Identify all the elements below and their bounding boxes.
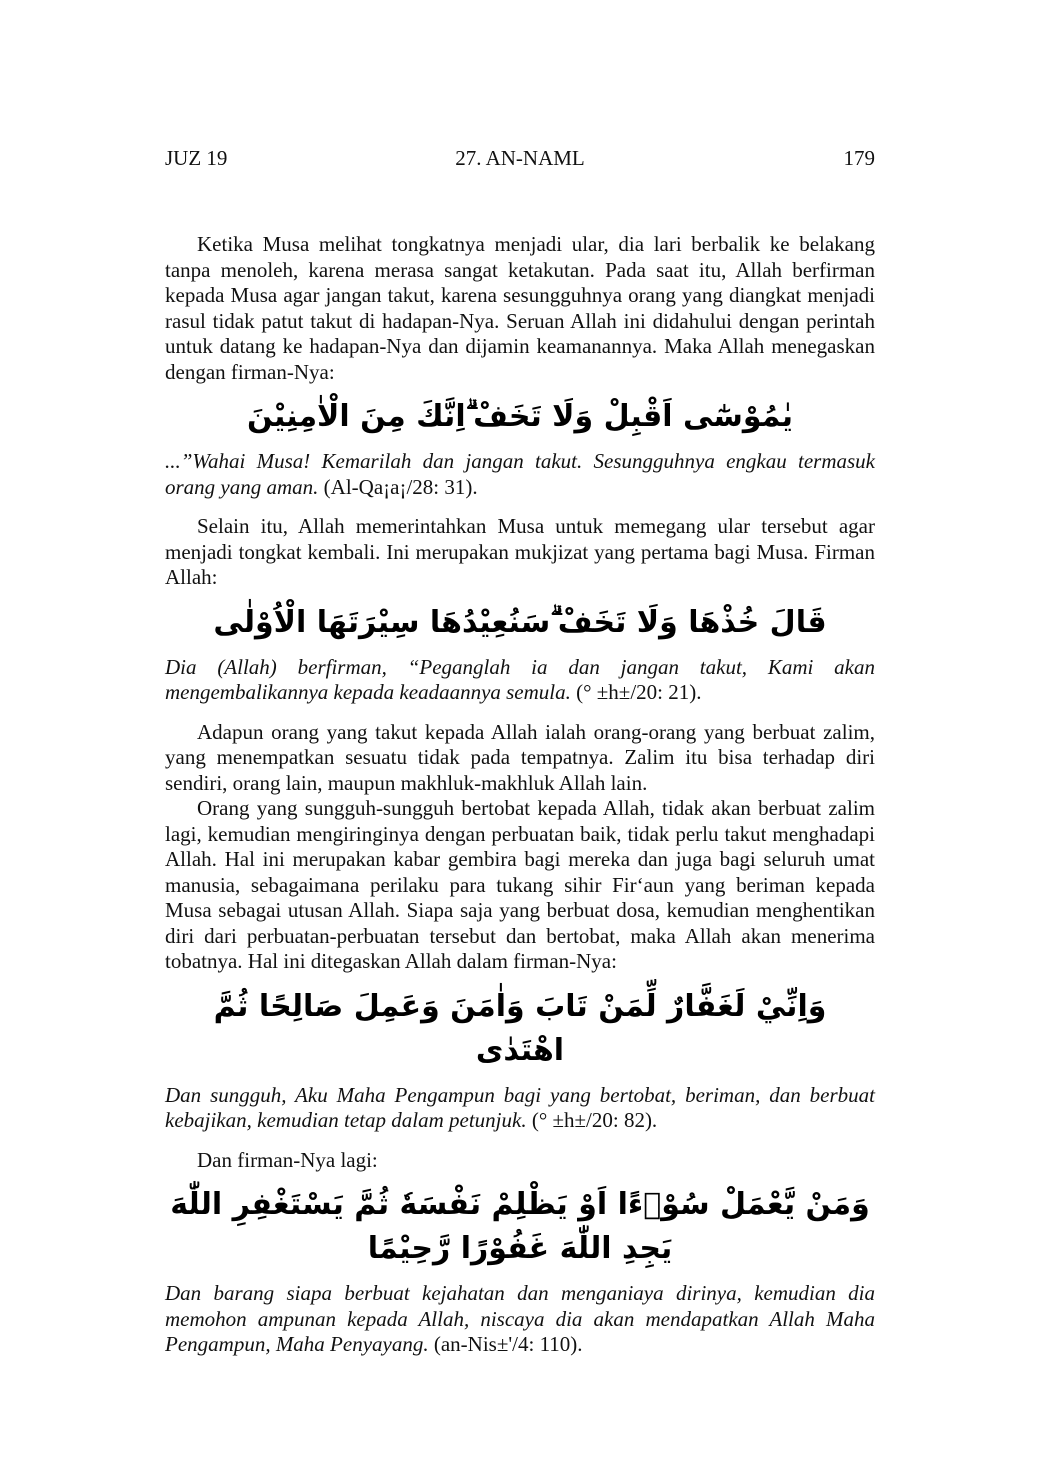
verse-translation	[165, 1281, 875, 1358]
juz-label: JUZ 19	[165, 146, 228, 170]
verse-reference: (° ±h±/20: 82).	[531, 1108, 658, 1132]
translation-text: Dia (Allah) berfirman, “Peganglah ia dan jangan takut, Kami akan mengembalikannya kepada keadaannya semula.	[165, 654, 875, 704]
verse-translation	[165, 449, 875, 500]
arabic-verse: يٰمُوْسٰٓى اَقْبِلْ وَلَا تَخَفْ ۗاِنَّكَ مِنَ الْاٰمِنِيْنَ	[246, 399, 794, 434]
verse-translation	[165, 655, 875, 706]
verse-reference: (an-Nis±'/4: 110).	[433, 1332, 583, 1356]
verse-translation	[165, 1083, 875, 1134]
paragraph: Selain itu, Allah memerintahkan Musa untuk memegang ular tersebut agar menjadi tongkat kembali. Ini merupakan mukjizat yang pertama bagi Musa. Firman Allah:	[165, 514, 875, 589]
arabic-verse: وَمَنْ يَّعْمَلْ سُوْۤءًا اَوْ يَظْلِمْ نَفْسَهٗ ثُمَّ يَسْتَغْفِرِ اللّٰهَ يَجِدِ اللّٰهَ غَفُوْرًا رَّحِيْمًا	[170, 1187, 870, 1266]
paragraph: Dan firman-Nya lagi:	[197, 1147, 378, 1172]
arabic-verse: وَاِنِّيْ لَغَفَّارٌ لِّمَنْ تَابَ وَاٰمَنَ وَعَمِلَ صَالِحًا ثُمَّ اهْتَدٰى	[213, 988, 827, 1068]
surah-title: 27. AN-NAML	[455, 146, 585, 170]
verse-reference: (° ±h±/20: 21).	[576, 680, 702, 704]
paragraph: Orang yang sungguh-sungguh bertobat kepada Allah, tidak akan berbuat zalim lagi, kemudian mengiringinya dengan perbuatan baik, tidak perlu takut menghadapi Allah. Hal ini merupakan kabar gembira bagi mereka dan juga bagi seluruh umat manusia, sebagaimana perilaku para tukang sihir Fir‘aun yang beriman kepada Musa sebagai utusan Allah. Siapa saja yang berbuat dosa, kemudian menghentikan diri dari perbuatan-perbuatan tersebut dan bertobat, maka Allah akan menerima tobatnya. Hal ini ditegaskan Allah dalam firman-Nya:	[165, 796, 875, 973]
translation-text: Dan sungguh, Aku Maha Pengampun bagi yang bertobat, beriman, dan berbuat kebajikan, kemudian tetap dalam petunjuk.	[165, 1082, 875, 1132]
translation-text: Dan barang siapa berbuat kejahatan dan menganiaya dirinya, kemudian dia memohon ampunan kepada Allah, niscaya dia akan mendapatkan Allah Maha Pengampun, Maha Penyayang.	[165, 1281, 875, 1356]
paragraph: Ketika Musa melihat tongkatnya menjadi ular, dia lari berbalik ke belakang tanpa menoleh, karena merasa sangat ketakutan. Pada saat itu, Allah berfirman kepada Musa agar jangan takut, karena sesungguhnya orang yang diangkat menjadi rasul tidak patut takut di hadapan-Nya. Seruan Allah ini didahului dengan perintah untuk datang ke hadapan-Nya dan dijamin keamanannya. Maka Allah menegaskan dengan firman-Nya:	[165, 232, 875, 384]
page-body	[165, 232, 875, 1358]
translation-text: ...”Wahai Musa! Kemarilah dan jangan takut. Sesungguhnya engkau termasuk orang yang aman.	[165, 449, 875, 499]
running-header	[165, 146, 875, 174]
page-number: 179	[843, 146, 875, 170]
paragraph: Adapun orang yang takut kepada Allah ialah orang-orang yang berbuat zalim, yang menempatkan sesuatu tidak pada tempatnya. Zalim itu bisa terhadap diri sendiri, orang lain, maupun makhluk-makhluk Allah lain.	[165, 719, 875, 795]
arabic-verse: قَالَ خُذْهَا وَلَا تَخَفْ ۗسَنُعِيْدُهَا سِيْرَتَهَا الْاُوْلٰى	[213, 604, 827, 640]
verse-reference: (Al-Qa¡a¡/28: 31).	[323, 474, 478, 499]
